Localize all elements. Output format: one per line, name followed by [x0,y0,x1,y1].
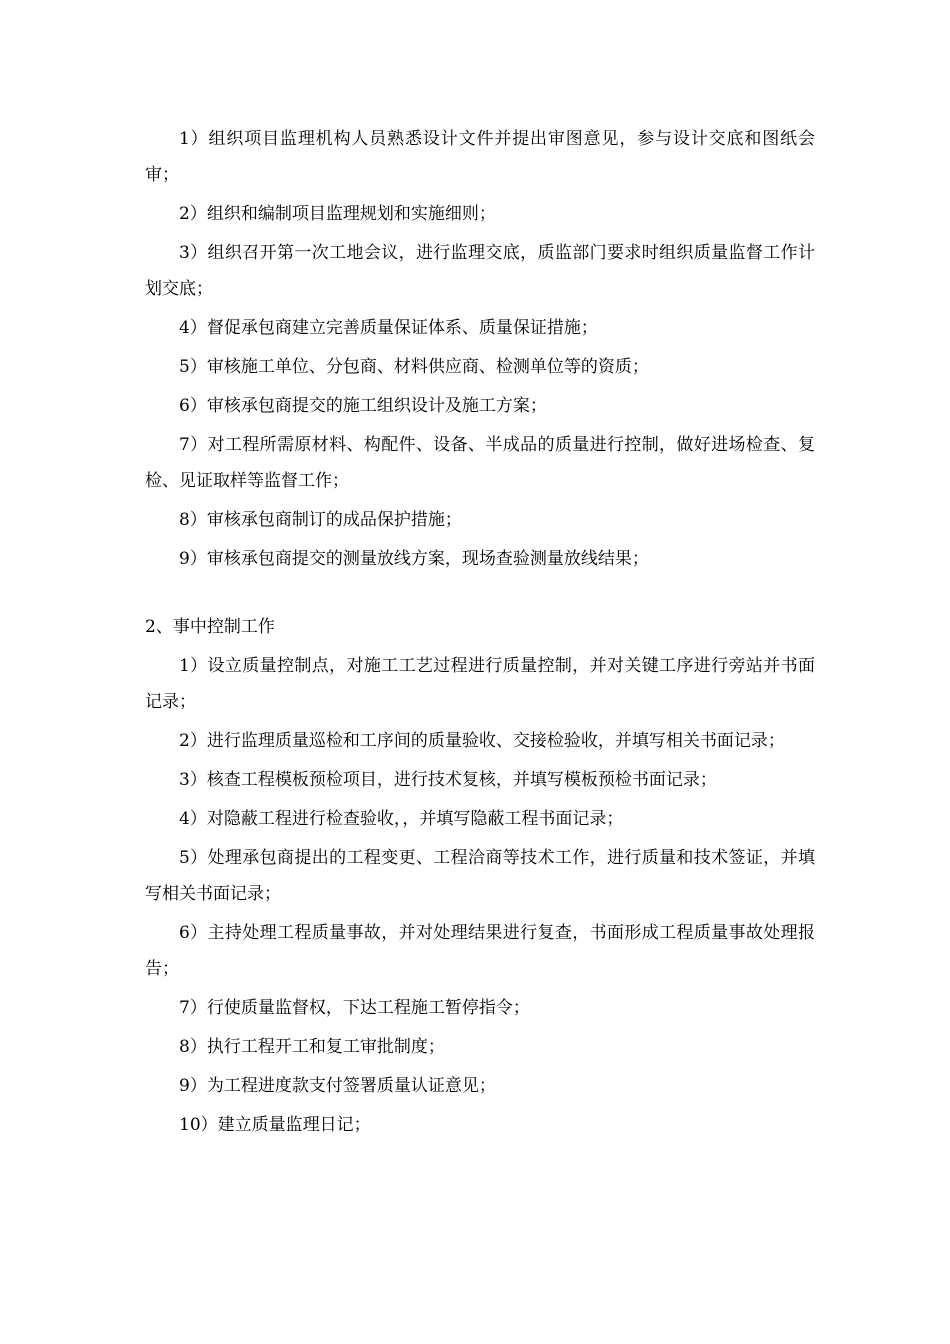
s2-item-6: 6）主持处理工程质量事故，并对处理结果进行复查，书面形成工程质量事故处理报告； [145,923,815,979]
s1-item-4: 4）督促承包商建立完善质量保证体系、质量保证措施； [179,318,598,338]
document-body [145,121,815,1146]
s2-item-2: 2）进行监理质量巡检和工序间的质量验收、交接检验收，并填写相关书面记录； [179,731,785,751]
s2-item-3: 3）核查工程模板预检项目，进行技术复核，并填写模板预检书面记录； [179,770,717,790]
section-heading: 2、事中控制工作 [145,617,275,637]
s1-item-5: 5）审核施工单位、分包商、材料供应商、检测单位等的资质； [179,357,649,377]
s1-item-6: 6）审核承包商提交的施工组织设计及施工方案； [179,396,547,416]
s1-item-8: 8）审核承包商制订的成品保护措施； [179,510,462,530]
s2-item-7: 7）行使质量监督权，下达工程施工暂停指令； [179,998,530,1018]
s2-item-4: 4）对隐蔽工程进行检查验收，，并填写隐蔽工程书面记录； [179,809,624,829]
s1-item-2: 2）组织和编制项目监理规划和实施细则； [179,204,496,224]
s2-item-1: 1）设立质量控制点，对施工工艺过程进行质量控制，并对关键工序进行旁站并书面记录； [145,656,815,712]
s2-item-5: 5）处理承包商提出的工程变更、工程洽商等技术工作，进行质量和技术签证，并填写相关书面记录； [145,848,815,904]
s2-item-9: 9）为工程进度款支付签署质量认证意见； [179,1076,496,1096]
s1-item-7: 7）对工程所需原材料、构配件、设备、半成品的质量进行控制，做好进场检查、复检、见证取样等监督工作； [145,435,815,491]
s2-item-8: 8）执行工程开工和复工审批制度； [179,1037,445,1057]
s1-item-3: 3）组织召开第一次工地会议，进行监理交底，质监部门要求时组织质量监督工作计划交底； [145,243,815,299]
s1-item-9: 9）审核承包商提交的测量放线方案，现场查验测量放线结果； [179,549,649,569]
s1-item-1: 1）组织项目监理机构人员熟悉设计文件并提出审图意见，参与设计交底和图纸会审； [145,129,815,185]
s2-item-10: 10）建立质量监理日记； [179,1115,371,1135]
